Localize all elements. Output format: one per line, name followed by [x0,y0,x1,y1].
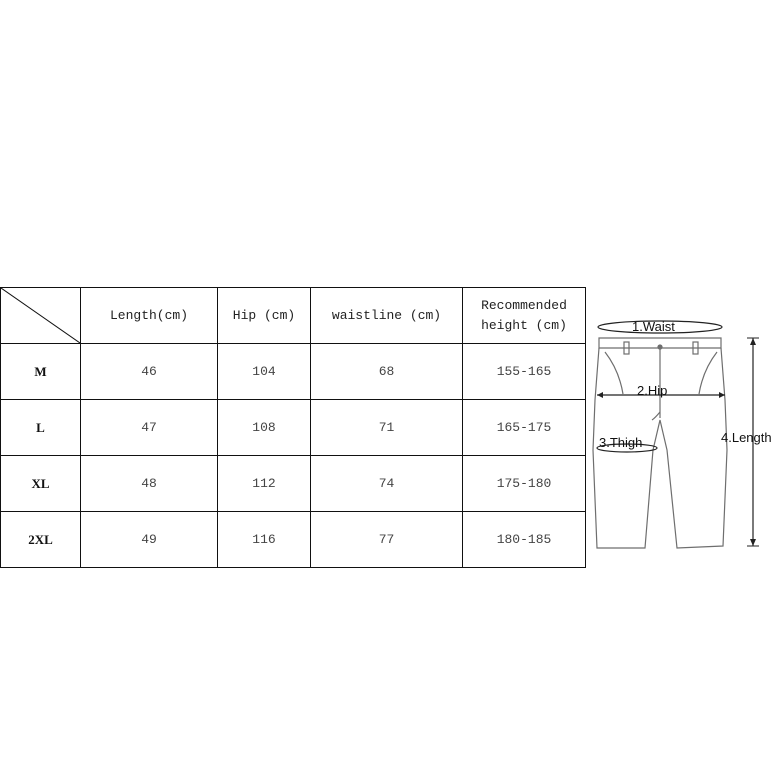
size-cell: M [1,344,81,400]
arrow-left-icon [597,392,603,398]
length-cell: 48 [81,456,218,512]
table-row [1,400,586,456]
height-cell: 175-180 [463,456,586,512]
size-cell: L [1,400,81,456]
height-cell: 165-175 [463,400,586,456]
height-cell: 155-165 [463,344,586,400]
hip-cell: 112 [218,456,311,512]
header-hip [218,288,311,344]
waist-label: 1.Waist [632,319,675,334]
header-length-label: Length(cm) [109,307,188,323]
table-row [1,344,586,400]
pants-measurement-diagram [585,300,783,560]
length-cell: 46 [81,344,218,400]
table-row [1,512,586,568]
hip-cell: 104 [218,344,311,400]
diagonal-line [1,288,80,343]
header-recommended-line1: Recommended [481,297,567,313]
size-cell: 2XL [1,512,81,568]
header-waistline-label: waistline (cm) [331,307,442,323]
thigh-label: 3.Thigh [599,435,643,450]
corner-diagonal-cell [1,288,81,344]
header-recommended-height-label [463,296,585,336]
header-recommended-line2: height (cm) [481,317,567,333]
arrow-down-icon [750,539,756,546]
waistline-cell: 68 [311,344,463,400]
header-length [81,288,218,344]
table-row [1,456,586,512]
waistline-cell: 71 [311,400,463,456]
size-chart-table [0,287,586,568]
waistline-cell: 74 [311,456,463,512]
waistline-cell: 77 [311,512,463,568]
hip-cell: 108 [218,400,311,456]
height-cell: 180-185 [463,512,586,568]
length-label: 4.Length [721,430,772,445]
header-waistline [311,288,463,344]
length-cell: 49 [81,512,218,568]
hip-label: 2.Hip [637,383,668,398]
length-cell: 47 [81,400,218,456]
hip-cell: 116 [218,512,311,568]
size-cell: XL [1,456,81,512]
table-header-row [1,288,586,344]
arrow-up-icon [750,338,756,345]
header-hip-label: Hip (cm) [232,307,296,323]
header-recommended-height [463,288,586,344]
